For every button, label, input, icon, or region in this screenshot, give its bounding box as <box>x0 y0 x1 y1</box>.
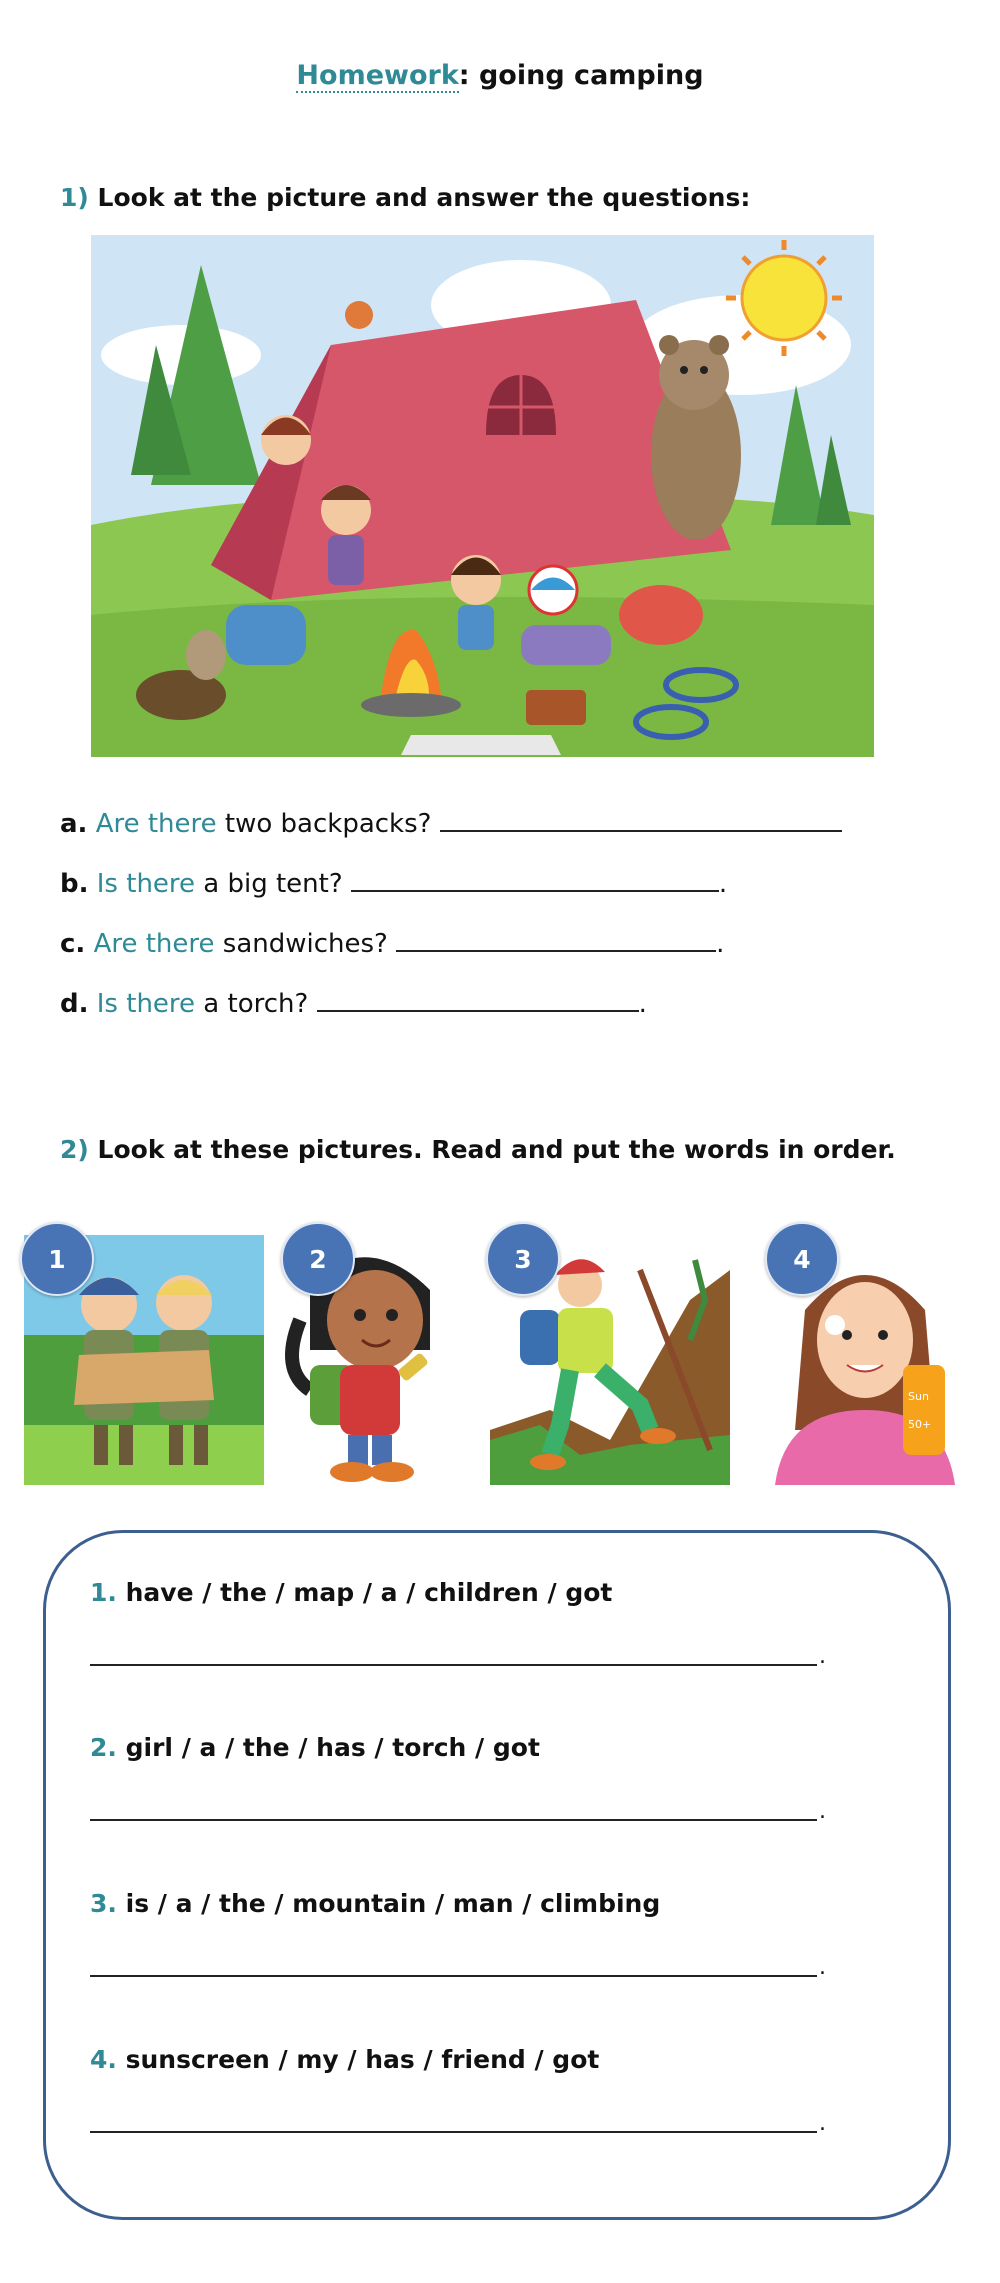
answer-line[interactable] <box>90 2131 817 2133</box>
picture-badge: 2 <box>281 1222 355 1296</box>
question-end: . <box>718 869 728 899</box>
question-end: . <box>638 989 647 1019</box>
backpack-icon <box>226 605 306 665</box>
question-phrase: Is there <box>96 869 196 899</box>
scramble-3 <box>90 1889 660 1918</box>
question-d <box>60 988 647 1019</box>
question-c <box>60 928 724 959</box>
sun-icon <box>726 240 842 356</box>
question-text: two backpacks? <box>224 809 432 839</box>
answer-blank[interactable] <box>440 808 842 832</box>
question-letter: d. <box>60 989 89 1019</box>
scramble-number: 3. <box>90 1889 117 1918</box>
question-phrase: Are there <box>95 809 217 839</box>
question-a <box>60 808 842 839</box>
svg-text:50+: 50+ <box>908 1418 932 1431</box>
section-2-text: Look at these pictures. Read and put the words in order. <box>97 1135 896 1164</box>
line-end: . <box>819 2111 826 2136</box>
picture-badge: 4 <box>765 1222 839 1296</box>
scramble-words: have / the / map / a / children / got <box>125 1578 613 1607</box>
scramble-2 <box>90 1733 540 1762</box>
answer-line[interactable] <box>90 1975 817 1977</box>
question-letter: b. <box>60 869 89 899</box>
question-text: a torch? <box>203 989 309 1019</box>
section-1-number: 1) <box>60 183 89 212</box>
line-end: . <box>819 1644 826 1669</box>
camping-scene-image <box>91 235 874 757</box>
scramble-words: sunscreen / my / has / friend / got <box>125 2045 600 2074</box>
page-title <box>0 60 1000 91</box>
scramble-words: girl / a / the / has / torch / got <box>125 1733 540 1762</box>
answer-line[interactable] <box>90 1664 817 1666</box>
answer-blank[interactable] <box>396 928 716 952</box>
picture-badge: 3 <box>486 1222 560 1296</box>
answer-blank[interactable] <box>351 868 719 892</box>
answer-blank[interactable] <box>317 988 639 1012</box>
title-rest: : going camping <box>458 60 704 91</box>
scramble-number: 1. <box>90 1578 117 1607</box>
question-phrase: Are there <box>93 929 215 959</box>
scramble-1 <box>90 1578 612 1607</box>
scramble-4 <box>90 2045 599 2074</box>
svg-text:Sun: Sun <box>908 1390 929 1403</box>
question-b <box>60 868 727 899</box>
word-order-box <box>43 1530 951 2220</box>
question-letter: a. <box>60 809 88 839</box>
title-highlight: Homework <box>296 60 459 91</box>
section-2-heading <box>60 1135 896 1164</box>
question-text: sandwiches? <box>222 929 388 959</box>
question-text: a big tent? <box>203 869 343 899</box>
line-end: . <box>819 1799 826 1824</box>
section-1-heading <box>60 183 750 212</box>
bear-icon <box>651 335 741 540</box>
scramble-number: 2. <box>90 1733 117 1762</box>
question-end: . <box>716 929 725 959</box>
section-2-number: 2) <box>60 1135 89 1164</box>
question-letter: c. <box>60 929 86 959</box>
question-phrase: Is there <box>96 989 196 1019</box>
answer-line[interactable] <box>90 1819 817 1821</box>
section-1-text: Look at the picture and answer the questions: <box>97 183 751 212</box>
scramble-number: 4. <box>90 2045 117 2074</box>
line-end: . <box>819 1955 826 1980</box>
picture-badge: 1 <box>20 1222 94 1296</box>
scramble-words: is / a / the / mountain / man / climbing <box>125 1889 661 1918</box>
